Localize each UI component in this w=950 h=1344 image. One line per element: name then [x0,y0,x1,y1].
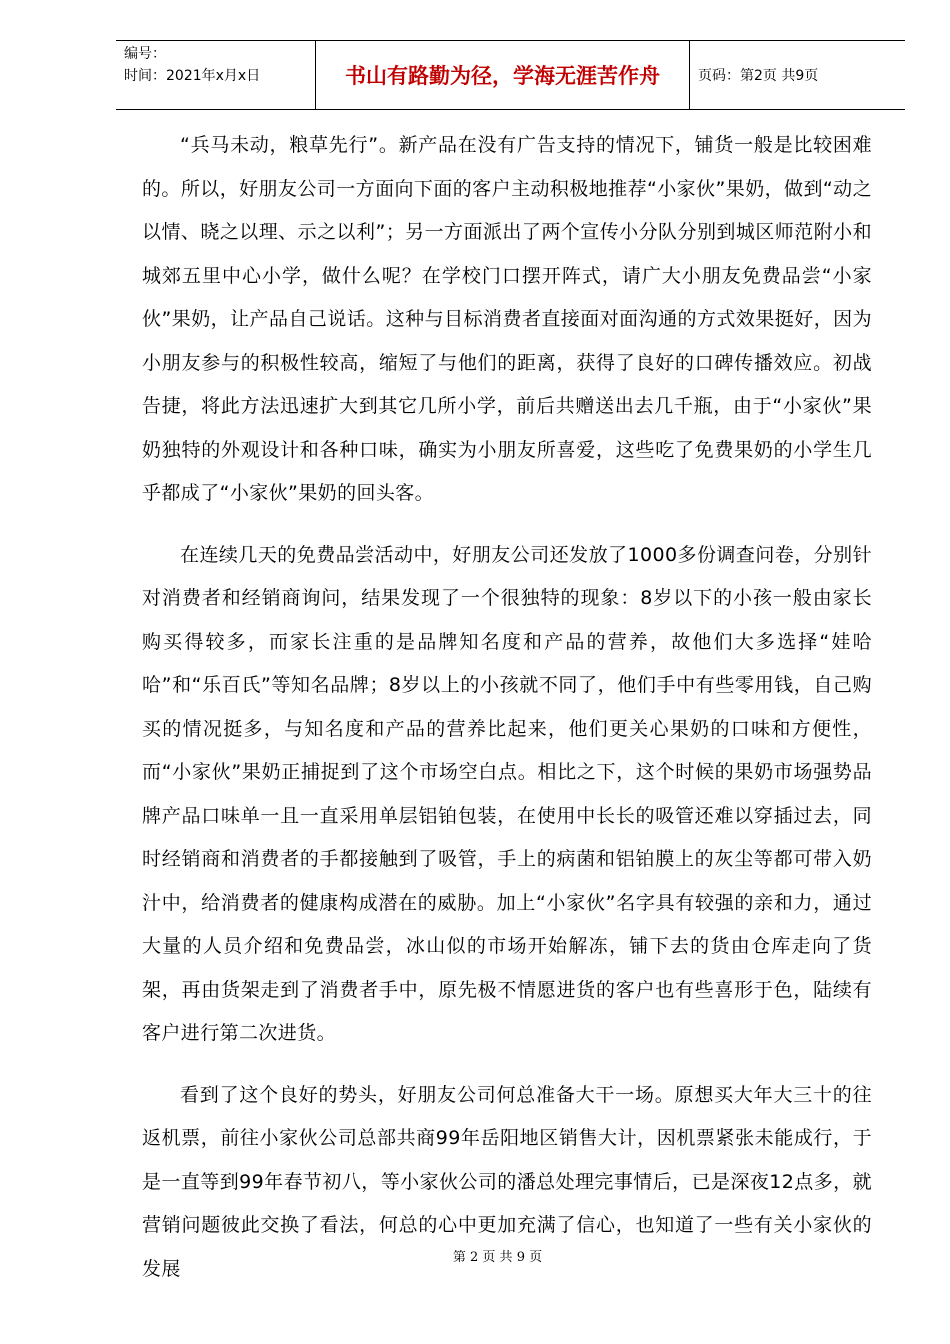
page-header [116,40,905,110]
header-time-label: 时间：2021年x月x日 [124,68,261,84]
header-meta [116,41,316,109]
header-page-info: 页码：第2页 共9页 [698,68,819,84]
paragraph-3: 看到了这个良好的势头，好朋友公司何总准备大干一场。原想买大年大三十的往返机票，前往小家伙公司总部共商99年岳阳地区销售大计，因机票紧张未能成行，于是一直等到99年春节初八，等小家伙公司的潘总处理完事情后，已是深夜12点多，就营销问题彼此交换了看法，何总的心中更加充满了信心，也知道了一些有关小家伙的发展 [142,1083,872,1280]
header-motto: 书山有路勤为径，学海无涯苦作舟 [316,41,690,109]
page-footer [0,1246,950,1265]
footer-page-number: 第 2 页 共 9 页 [452,1250,543,1265]
paragraph-1: “兵马未动，粮草先行”。新产品在没有广告支持的情况下，铺货一般是比较困难的。所以，好朋友公司一方面向下面的客户主动积极地推荐“小家伙”果奶，做到“动之以情、晓之以理、示之以利”；另一方面派出了两个宣传小分队分别到城区师范附小和城郊五里中心小学，做什么呢？在学校门口摆开阵式，请广大小朋友免费品尝“小家伙”果奶，让产品自己说话。这种与目标消费者直接面对面沟通的方式效果挺好，因为小朋友参与的积极性较高，缩短了与他们的距离，获得了良好的口碑传播效应。初战告捷，将此方法迅速扩大到其它几所小学，前后共赠送出去几千瓶，由于“小家伙”果奶独特的外观设计和各种口味，确实为小朋友所喜爱，这些吃了免费果奶的小学生几乎都成了“小家伙”果奶的回头客。 [142,134,872,504]
paragraph-2: 在连续几天的免费品尝活动中，好朋友公司还发放了1000多份调查问卷，分别针对消费者和经销商询问，结果发现了一个很独特的现象：8岁以下的小孩一般由家长购买得较多，而家长注重的是品牌知名度和产品的营养，故他们大多选择“娃哈哈”和“乐百氏”等知名品牌；8岁以上的小孩就不同了，他们手中有些零用钱，自己购买的情况挺多，与知名度和产品的营养比起来，他们更关心果奶的口味和方便性，而“小家伙”果奶正捕捉到了这个市场空白点。相比之下，这个时候的果奶市场强势品牌产品口味单一且一直采用单层铝铂包装，在使用中长长的吸管还难以穿插过去，同时经销商和消费者的手都接触到了吸管，手上的病菌和铝铂膜上的灰尘等都可带入奶汁中，给消费者的健康构成潜在的威胁。加上“小家伙”名字具有较强的亲和力，通过大量的人员介绍和免费品尝，冰山似的市场开始解冻，铺下去的货由仓库走向了货架，再由货架走到了消费者手中，原先极不情愿进货的客户也有些喜形于色，陆续有客户进行第二次进货。 [142,543,872,1044]
document-body [142,124,872,1309]
header-number-label: 编号： [124,46,166,62]
